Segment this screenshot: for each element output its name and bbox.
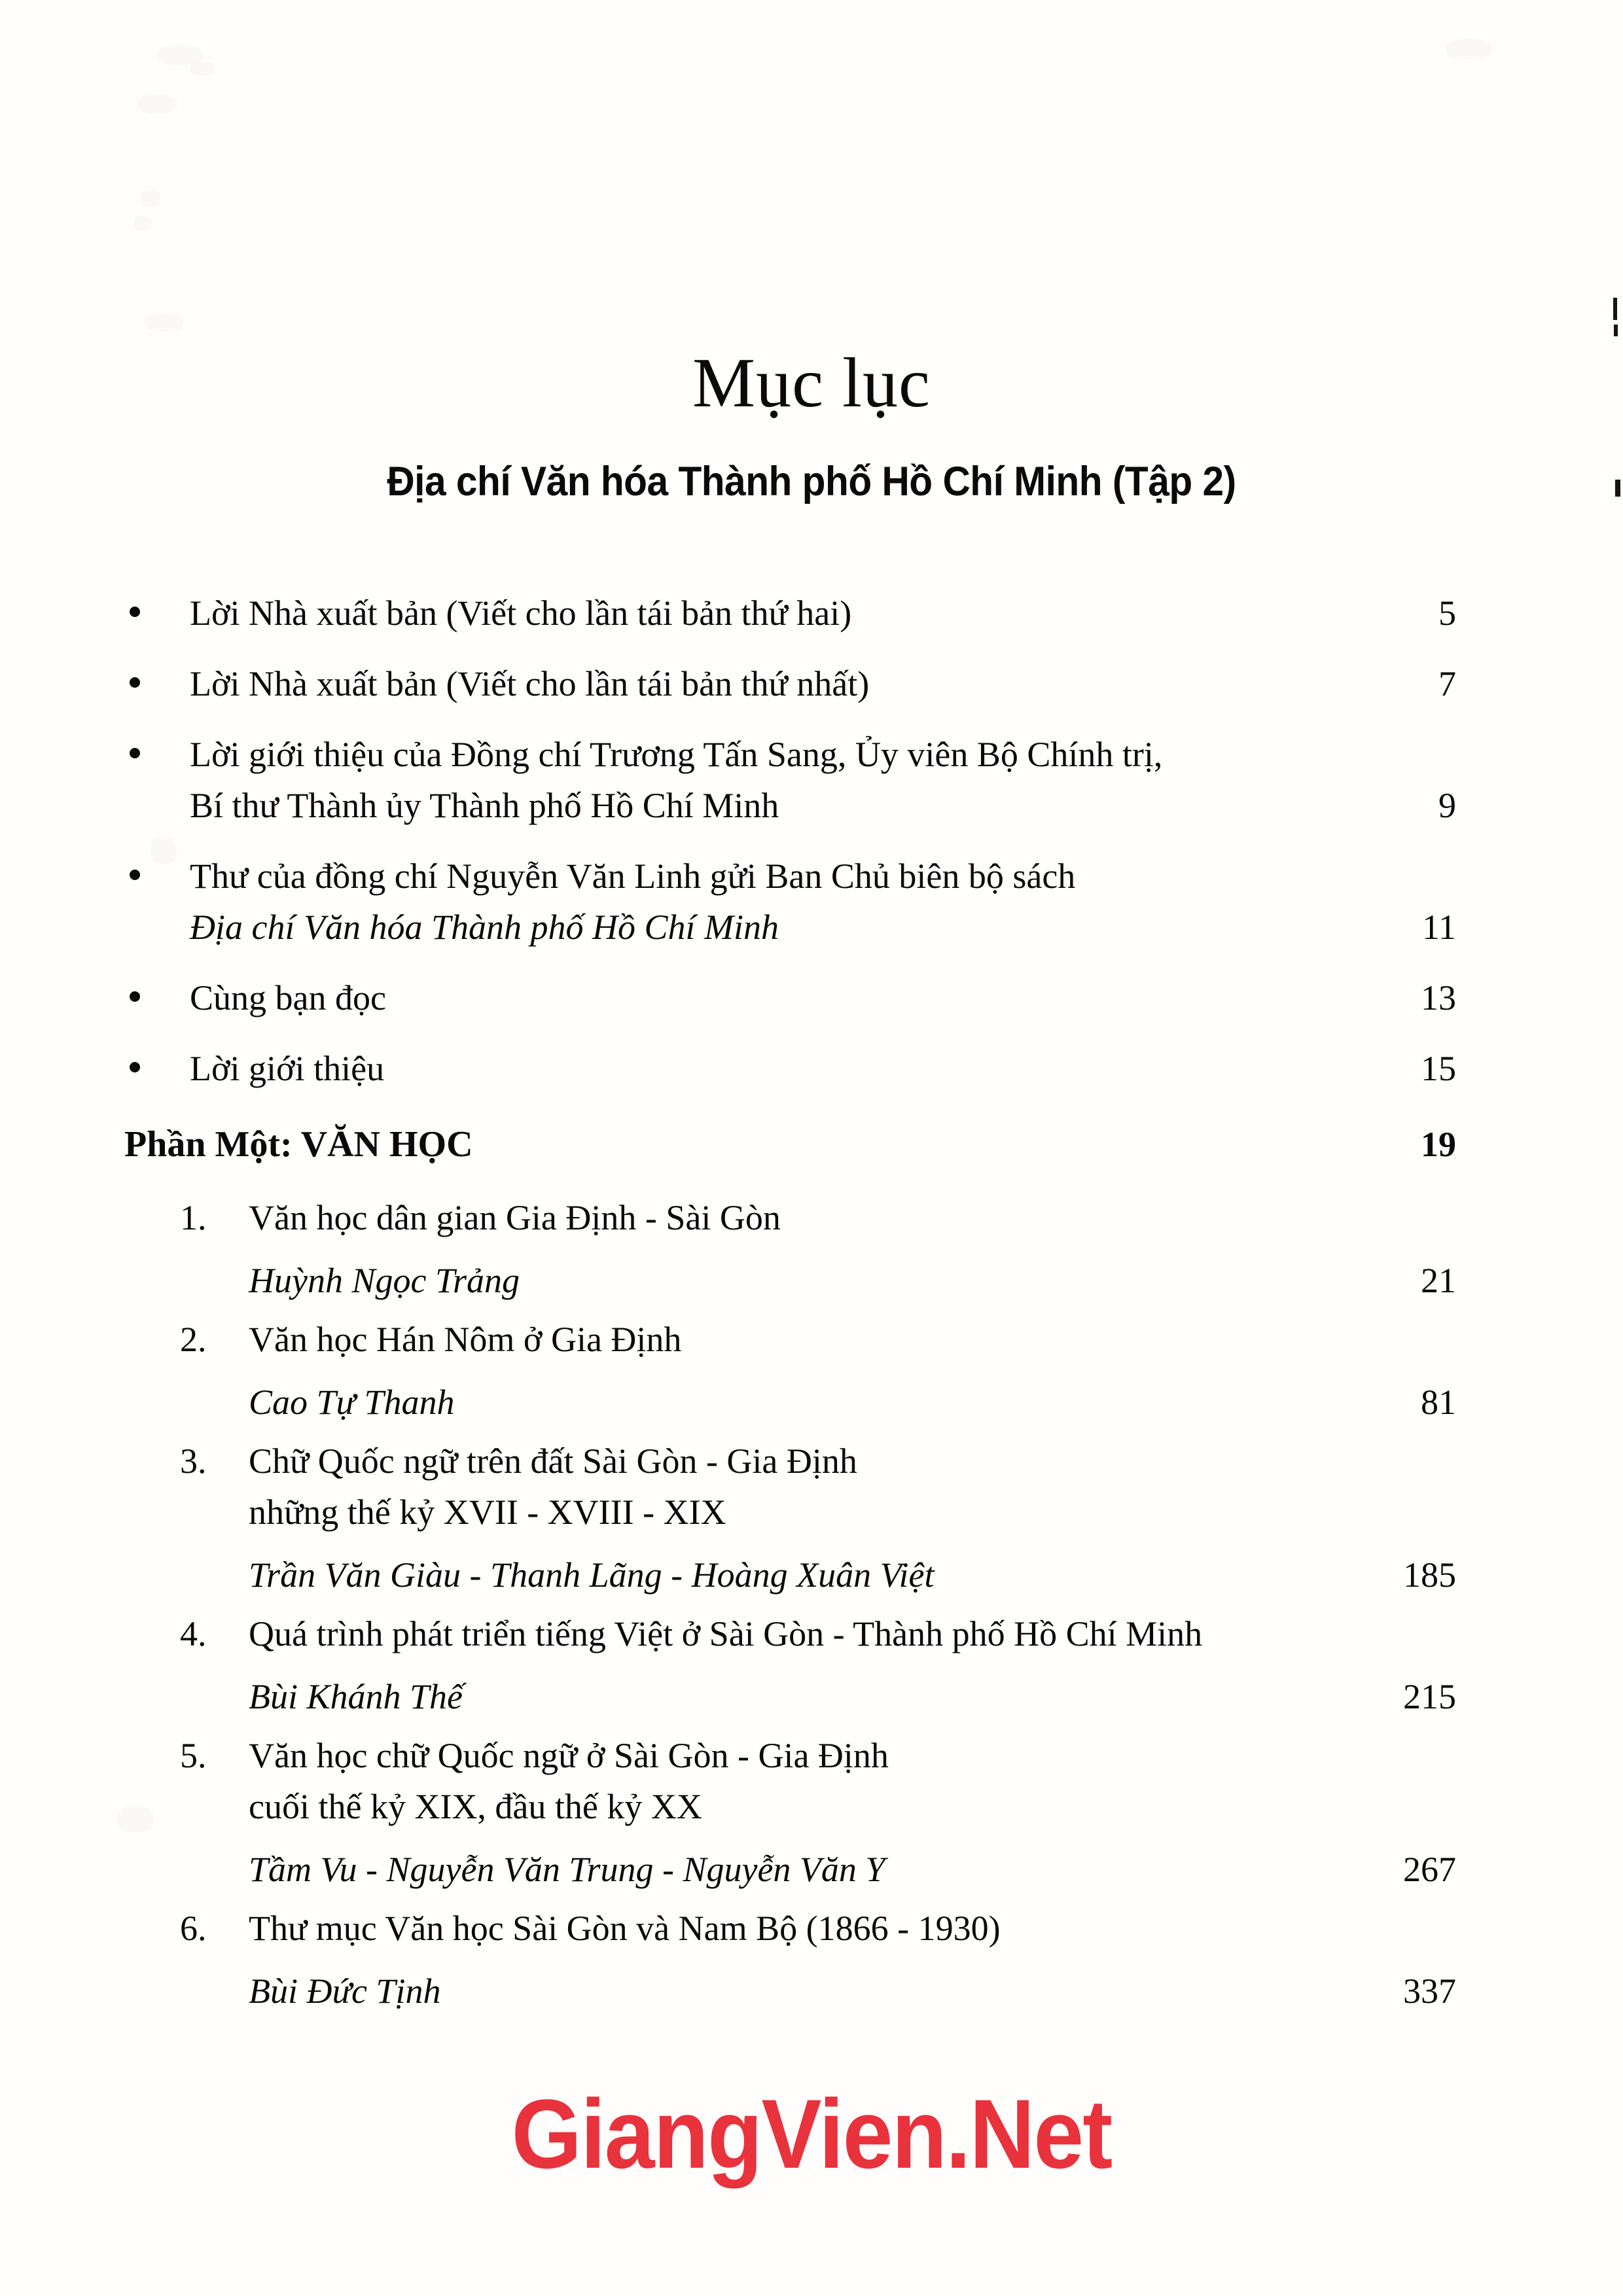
toc-line[interactable]: [249, 1844, 1456, 1895]
toc-line[interactable]: [190, 658, 1456, 709]
chapter-number: 3.: [180, 1441, 207, 1481]
bullet-icon: [130, 748, 140, 758]
page-title: Mục lục: [692, 344, 931, 423]
spacer: [249, 1659, 1456, 1671]
toc-entry-front-matter[interactable]: [124, 729, 1456, 831]
scan-artifact: [1446, 39, 1492, 59]
scan-speck: [1613, 298, 1617, 320]
chapter-title: Quá trình phát triển tiếng Việt ở Sài Gòn - Thành phố Hồ Chí Minh: [249, 1614, 1203, 1653]
toc-page-number: 11: [1422, 908, 1456, 947]
toc-page-number: 9: [1438, 786, 1456, 825]
chapter-number: 5.: [180, 1736, 207, 1775]
scan-artifact: [190, 62, 216, 75]
toc-line[interactable]: [190, 1043, 1456, 1094]
toc-line[interactable]: [249, 1608, 1456, 1659]
scan-artifact: [141, 190, 160, 206]
scan-artifact: [157, 46, 203, 65]
toc-entry-chapter[interactable]: [124, 1314, 1456, 1428]
toc-page-number: 19: [1421, 1125, 1456, 1164]
chapter-number: 4.: [180, 1614, 207, 1653]
toc-entry-front-matter[interactable]: [124, 658, 1456, 709]
bullet-icon: [130, 991, 140, 1002]
chapter-title: Văn học chữ Quốc ngữ ở Sài Gòn - Gia Định: [249, 1736, 889, 1775]
toc-page-number: 5: [1438, 593, 1456, 633]
toc-page-number: 267: [1403, 1850, 1456, 1889]
dot-leader: [944, 1586, 1397, 1587]
toc-entry-chapter[interactable]: [124, 1903, 1456, 2017]
toc-line[interactable]: [249, 1192, 1456, 1243]
toc-entry-front-matter[interactable]: [124, 1043, 1456, 1094]
scan-artifact: [144, 314, 183, 331]
toc-entry-label: Lời giới thiệu: [190, 1049, 385, 1088]
scan-artifact: [134, 216, 151, 230]
toc-line[interactable]: [249, 1255, 1456, 1306]
toc-line[interactable]: [124, 1119, 1456, 1170]
chapter-number: 2.: [180, 1320, 207, 1359]
dot-leader: [395, 1009, 1409, 1010]
toc-page-number: 7: [1438, 664, 1456, 703]
toc-entry-label: Cùng bạn đọc: [190, 978, 386, 1017]
chapter-number: 6.: [180, 1909, 207, 1948]
chapter-number: 1.: [180, 1198, 207, 1237]
spacer: [249, 1832, 1456, 1844]
toc-entry-label: Lời Nhà xuất bản (Viết cho lần tái bản thứ nhất): [190, 664, 870, 703]
bullet-icon: [130, 677, 140, 688]
toc-entry-label: Bí thư Thành ủy Thành phố Hồ Chí Minh: [190, 786, 779, 825]
bullet-icon: [130, 607, 140, 617]
part-heading-label: Phần Một: VĂN HỌC: [124, 1124, 473, 1165]
toc-entry-chapter[interactable]: [124, 1608, 1456, 1722]
toc-line[interactable]: [249, 1671, 1456, 1722]
toc-page-number: 81: [1421, 1383, 1456, 1422]
dot-leader: [450, 2002, 1397, 2003]
scan-speck: [1615, 480, 1620, 497]
dot-leader: [878, 695, 1409, 696]
toc-entry-label: Lời giới thiệu của Đồng chí Trương Tấn Sang, Ủy viên Bộ Chính trị,: [190, 735, 1163, 774]
toc-line[interactable]: [249, 1781, 1456, 1832]
toc-line[interactable]: [249, 1436, 1456, 1487]
bullet-icon: [130, 870, 140, 880]
toc-line[interactable]: [249, 1730, 1456, 1781]
toc-line[interactable]: [249, 1314, 1456, 1365]
toc-line[interactable]: [249, 1487, 1456, 1538]
scan-speck: [1614, 325, 1618, 336]
toc-entry-front-matter[interactable]: [124, 851, 1456, 953]
site-watermark: GiangVien.Net: [511, 2079, 1112, 2189]
dot-leader: [1084, 887, 1409, 888]
dot-leader: [464, 1413, 1409, 1414]
spacer: [249, 1365, 1456, 1377]
toc-entry-front-matter[interactable]: [124, 972, 1456, 1023]
page-subtitle: Địa chí Văn hóa Thành phố Hồ Chí Minh (Tập 2): [387, 459, 1236, 505]
toc-entry-chapter[interactable]: [124, 1730, 1456, 1895]
chapter-title: Văn học Hán Nôm ở Gia Định: [249, 1320, 682, 1359]
toc-line[interactable]: [249, 1966, 1456, 2017]
dot-leader: [866, 1472, 1409, 1473]
bullet-icon: [130, 1062, 140, 1072]
spacer: [249, 1954, 1456, 1966]
toc-entry-label: Lời Nhà xuất bản (Viết cho lần tái bản thứ hai): [190, 593, 852, 633]
spacer: [249, 1243, 1456, 1255]
chapter-author: Trần Văn Giàu - Thanh Lãng - Hoàng Xuân Việt: [249, 1555, 935, 1595]
chapter-title: cuối thế kỷ XIX, đầu thế kỷ XX: [249, 1787, 702, 1826]
toc-page-number: 337: [1403, 1971, 1456, 2011]
toc-part-heading[interactable]: [124, 1119, 1456, 1170]
chapter-author: Bùi Khánh Thế: [249, 1677, 463, 1716]
toc-line[interactable]: [190, 588, 1456, 639]
toc-entry-book-title: Địa chí Văn hóa Thành phố Hồ Chí Minh: [190, 908, 779, 947]
chapter-author: Tầm Vu - Nguyễn Văn Trung - Nguyễn Văn Y: [249, 1850, 885, 1889]
dot-leader: [1010, 1939, 1409, 1940]
toc-line[interactable]: [190, 972, 1456, 1023]
toc-entry-chapter[interactable]: [124, 1192, 1456, 1306]
scan-artifact: [137, 95, 177, 113]
toc-line[interactable]: [249, 1903, 1456, 1954]
toc-line[interactable]: [249, 1549, 1456, 1600]
chapter-title: Văn học dân gian Gia Định - Sài Gòn: [249, 1198, 781, 1237]
toc-page-number: 215: [1403, 1677, 1456, 1716]
toc-page-number: 15: [1421, 1049, 1456, 1088]
toc-entry-front-matter[interactable]: [124, 588, 1456, 639]
toc-line[interactable]: [249, 1377, 1456, 1428]
toc-entry-chapter[interactable]: [124, 1436, 1456, 1600]
toc-page-number: 21: [1421, 1261, 1456, 1300]
chapter-title: Chữ Quốc ngữ trên đất Sài Gòn - Gia Định: [249, 1441, 857, 1481]
dot-leader: [861, 624, 1409, 625]
spacer: [249, 1538, 1456, 1549]
toc-line[interactable]: [190, 902, 1456, 953]
dot-leader: [788, 938, 1409, 939]
toc-page-number: 185: [1403, 1555, 1456, 1595]
dot-leader: [736, 1523, 1409, 1524]
dot-leader: [1211, 1645, 1409, 1646]
chapter-title: những thế kỷ XVII - XVIII - XIX: [249, 1492, 726, 1532]
table-of-contents: [124, 588, 1456, 2024]
toc-line[interactable]: [190, 729, 1456, 780]
chapter-title: Thư mục Văn học Sài Gòn và Nam Bộ (1866 - 1930): [249, 1909, 1001, 1948]
chapter-author: Bùi Đức Tịnh: [249, 1971, 441, 2011]
chapter-author: Cao Tự Thanh: [249, 1383, 455, 1422]
chapter-author: Huỳnh Ngọc Trảng: [249, 1261, 520, 1300]
toc-entry-label: Thư của đồng chí Nguyễn Văn Linh gửi Ban Chủ biên bộ sách: [190, 857, 1076, 896]
toc-line[interactable]: [190, 851, 1456, 902]
toc-line[interactable]: [190, 780, 1456, 831]
toc-page-number: 13: [1421, 978, 1456, 1017]
